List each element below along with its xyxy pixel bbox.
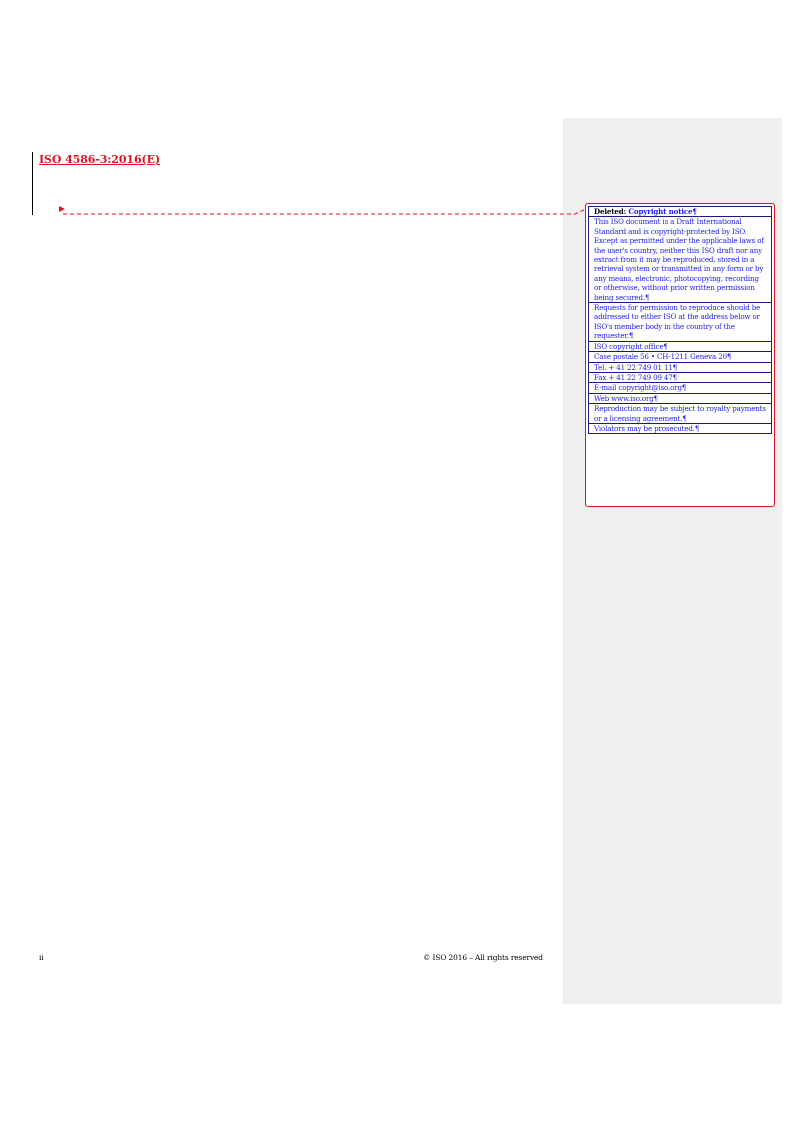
balloon-paragraph-address: Case postale 56 • CH-1211 Geneva 20¶ <box>588 351 772 362</box>
page-number: ii <box>39 953 44 962</box>
balloon-paragraph-tel: Tel. + 41 22 749 01 11¶ <box>588 362 772 373</box>
balloon-paragraph-royalty: Reproduction may be subject to royalty payments or a licensing agreement.¶ <box>588 403 772 424</box>
change-bar <box>32 152 33 215</box>
balloon-paragraph-email: E-mail copyright@iso.org¶ <box>588 382 772 393</box>
copyright-footer: © ISO 2016 – All rights reserved <box>423 953 543 962</box>
document-title[interactable]: ISO 4586-3:2016(E) <box>39 153 161 166</box>
balloon-paragraph-office: ISO copyright office¶ <box>588 341 772 352</box>
balloon-paragraph-fax: Fax + 41 22 749 09 47¶ <box>588 372 772 383</box>
deletion-comment-balloon[interactable] <box>585 203 775 507</box>
balloon-paragraph-web: Web www.iso.org¶ <box>588 393 772 404</box>
balloon-label: Deleted: <box>594 207 629 216</box>
balloon-paragraph-permission-requests: Requests for permission to reproduce should be addressed to either ISO at the address below or ISO's member body in the country of the requester.¶ <box>588 302 772 342</box>
revision-anchor-icon <box>59 206 65 212</box>
balloon-heading: Copyright notice¶ <box>628 207 697 216</box>
balloon-paragraph-copyright-statement: This ISO document is a Draft International Standard and is copyright-protected by ISO. Except as permitted under the applicable laws of the user's country, neither this ISO draft nor any extract from it may be reproduced, stored in a retrieval system or transmitted in any form or by any means, electronic, photocopying, recording or otherwise, without prior written permission being secured.¶ <box>588 216 772 303</box>
balloon-paragraph-violators: Violators may be prosecuted.¶ <box>588 423 772 434</box>
